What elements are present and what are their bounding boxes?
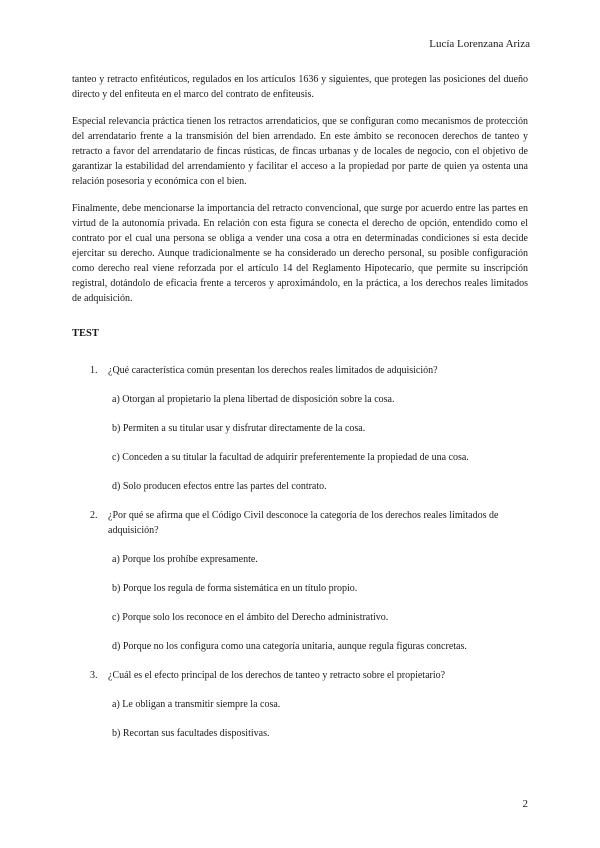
test-heading: TEST [72, 328, 99, 339]
answer-option: d) Porque no los configura como una categoría unitaria, aunque regula figuras concretas. [112, 641, 467, 652]
answer-option: c) Porque solo los reconoce en el ámbito del Derecho administrativo. [112, 612, 389, 623]
question-block [72, 363, 528, 494]
answer-option: c) Conceden a su titular la facultad de adquirir preferentemente la propiedad de una cosa. [112, 452, 469, 463]
paragraph: Especial relevancia práctica tienen los retractos arrendaticios, que se configuran como mecanismos de protección del arrendatario frente a la transmisión del bien arrendado. En este ámbito se reconocen derechos de tanteo y retracto a favor del arrendatario de fincas rústicas, de fincas urbanas y de locales de negocio, con el objetivo de garantizar la estabilidad del arrendamiento y facilitar el acceso a la propiedad por parte de quien ya ostenta una relación posesoria y económica con el bien. [72, 116, 528, 187]
question-number: 3. [90, 670, 98, 681]
question-text: ¿Por qué se afirma que el Código Civil desconoce la categoría de los derechos reales limitados de adquisición? [108, 510, 499, 536]
paragraph: tanteo y retracto enfitéuticos, regulados en los artículos 1636 y siguientes, que protegen las posiciones del dueño directo y del enfiteuta en el marco del contrato de enfiteusis. [72, 74, 528, 100]
paragraph: Finalmente, debe mencionarse la importancia del retracto convencional, que surge por acuerdo entre las partes en virtud de la autonomía privada. En relación con esta figura se conecta el derecho de opción, entendido como el contrato por el cual una persona se obliga a vender una cosa a otra en determinadas condiciones si esta decide ejercitar su derecho. Aunque tradicionalmente se ha considerado un derecho personal, su posible configuración como derecho real viene reforzada por el artículo 14 del Reglamento Hipotecario, que permite su inscripción registral, dotándolo de eficacia frente a terceros y aproximándolo, en la práctica, a los derechos reales limitados de adquisición. [72, 203, 528, 304]
document-body [72, 72, 528, 755]
question [72, 668, 528, 683]
question [72, 363, 528, 378]
answer-option: b) Porque los regula de forma sistemática en un título propio. [112, 583, 358, 594]
answer-option: a) Le obligan a transmitir siempre la cosa. [112, 699, 281, 710]
page-number: 2 [522, 798, 528, 810]
answer-option: b) Permiten a su titular usar y disfrutar directamente de la cosa. [112, 423, 366, 434]
question-text: ¿Qué característica común presentan los derechos reales limitados de adquisición? [108, 365, 438, 376]
question-number: 2. [90, 510, 98, 521]
answer-option: a) Porque los prohíbe expresamente. [112, 554, 258, 565]
question-text: ¿Cuál es el efecto principal de los derechos de tanteo y retracto sobre el propietario? [108, 670, 446, 681]
page-header-author: Lucía Lorenzana Ariza [429, 38, 530, 50]
answer-option: a) Otorgan al propietario la plena libertad de disposición sobre la cosa. [112, 394, 395, 405]
question [72, 508, 528, 538]
answer-option: d) Solo producen efectos entre las partes del contrato. [112, 481, 327, 492]
question-block [72, 668, 528, 741]
question-block [72, 508, 528, 654]
question-number: 1. [90, 365, 98, 376]
answer-option: b) Recortan sus facultades dispositivas. [112, 728, 270, 739]
